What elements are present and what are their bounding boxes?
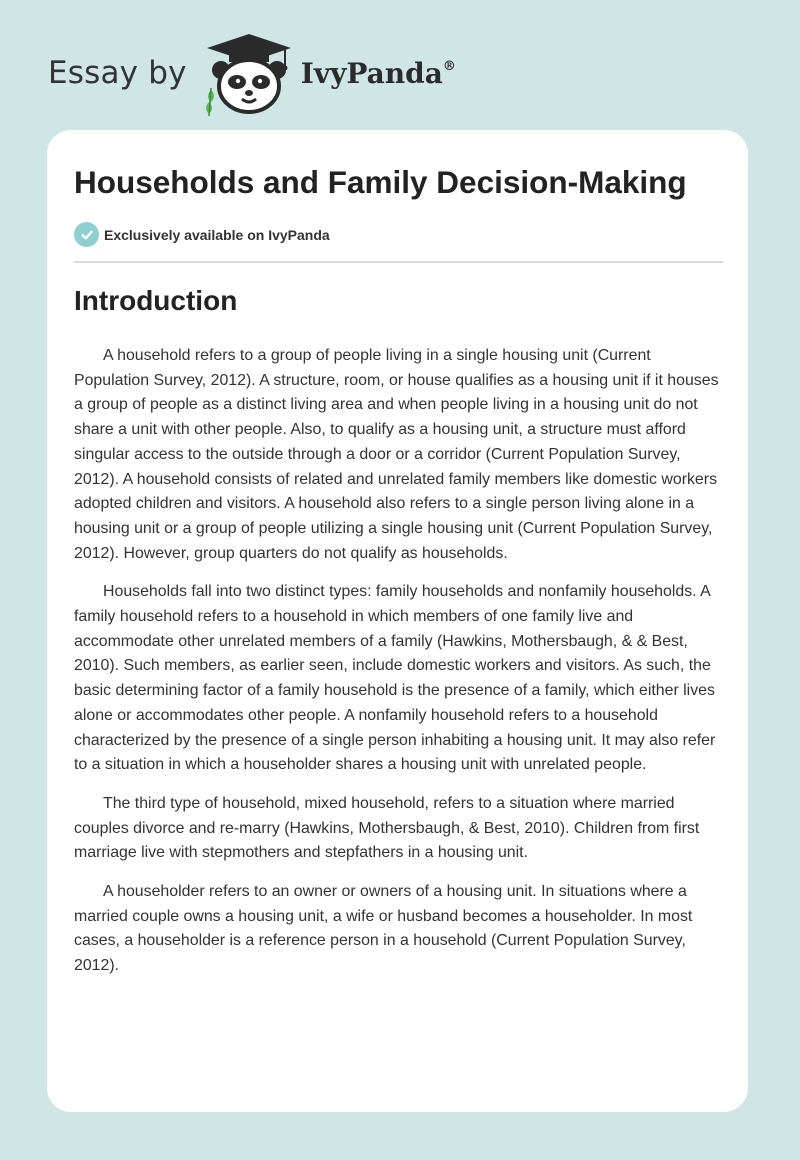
paragraph: A household refers to a group of people living in a single housing unit (Current Population Survey, 2012). A structure, room, or house qualifies as a housing unit if it houses a group of people as a distinct living area and when people living in a housing unit do not share a unit with other people. Also, to qualify as a housing unit, a structure must afford singular access to the outside through a door or a corridor (Current Population Survey, 2012). A household consists of related and unrelated family members like domestic workers adopted children and visitors. A household also refers to a single person living alone in a housing unit or a group of people utilizing a single housing unit (Current Population Survey, 2012). However, group quarters do not qualify as households.: [74, 347, 719, 562]
paragraph: The third type of household, mixed household, refers to a situation where married couples divorce and re-marry (Hawkins, Mothersbaugh, & Best, 2010). Children from first marriage live with stepmothers and stepfathers in a housing unit.: [74, 794, 700, 862]
essay-body: [74, 344, 723, 993]
section-heading: Introduction: [74, 285, 238, 316]
badge-label: Exclusively available on IvyPanda: [104, 226, 330, 243]
registered-mark: ®: [442, 58, 456, 74]
paragraph: Households fall into two distinct types: family households and nonfamily households. A family household refers to a household in which members of one family live and accommodate other unrelated members of a family (Hawkins, Mothersbaugh, & & Best, 2010). Such members, as earlier seen, include domestic workers and visitors. As such, the basic determining factor of a family household is the presence of a family, which either lives alone or accommodates other people. A nonfamily household refers to a household characterized by the presence of a single person inhabiting a housing unit. It may also refer to a situation in which a householder shares a housing unit with unrelated people.: [74, 583, 716, 774]
site-header: [48, 30, 456, 116]
brand-name[interactable]: IvyPanda®: [300, 56, 456, 90]
exclusive-badge: [74, 222, 330, 247]
essay-card: [47, 130, 748, 1112]
check-icon: [74, 222, 99, 247]
divider: [74, 261, 723, 263]
essay-by-label: Essay by: [48, 55, 187, 91]
paragraph: A householder refers to an owner or owners of a housing unit. In situations where a married couple owns a housing unit, a wife or husband becomes a householder. In most cases, a householder is a reference person in a household (Current Population Survey, 2012).: [74, 883, 693, 975]
page-title: Households and Family Decision-Making: [74, 164, 687, 200]
ivypanda-logo-icon[interactable]: [201, 30, 297, 116]
